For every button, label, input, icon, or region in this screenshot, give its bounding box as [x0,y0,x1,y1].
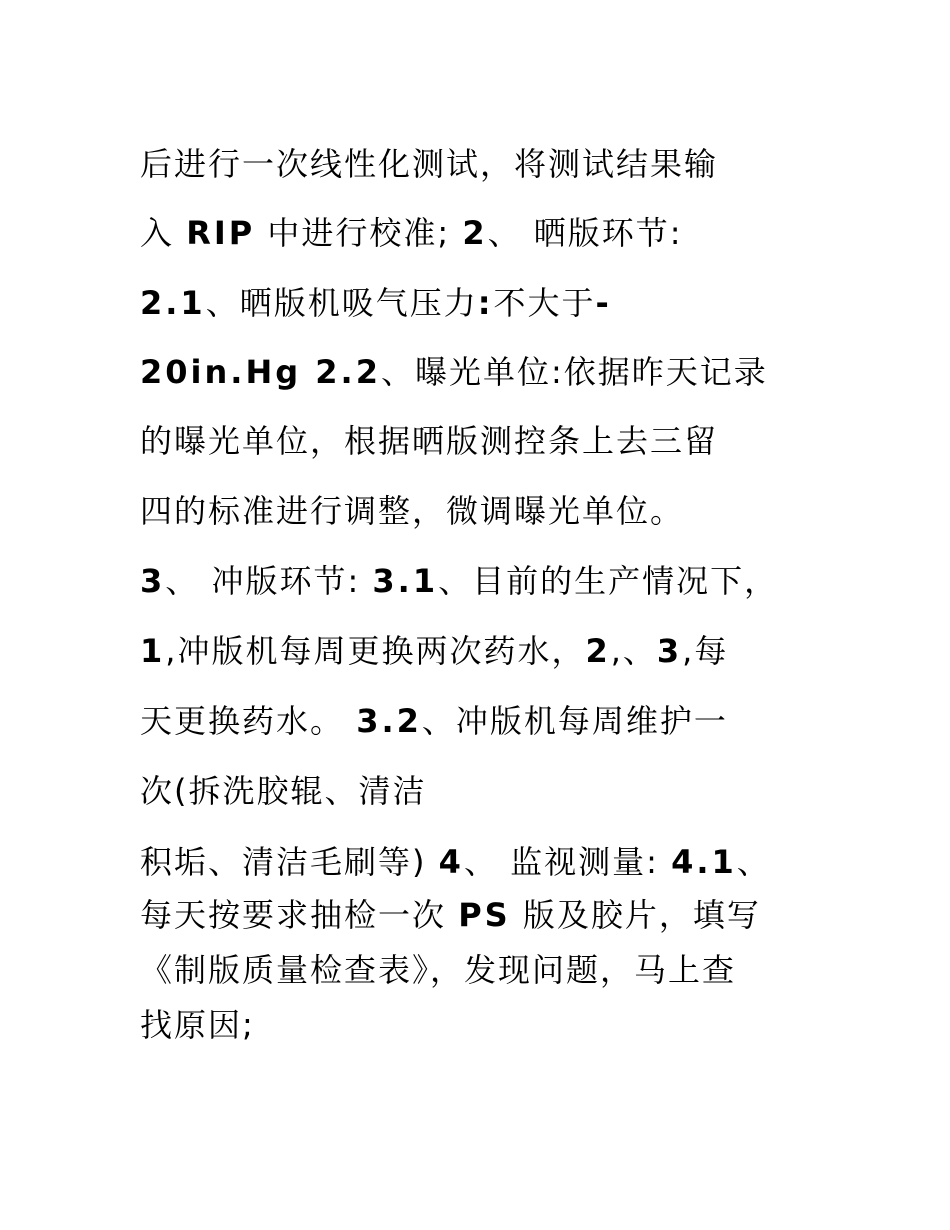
text-run: 、晒版机吸气压力 [205,284,478,322]
text-run: ,每 [682,632,729,670]
text-run: 积垢、清洁毛刷等) [140,843,439,881]
text-run: 找原因; [140,1006,255,1044]
text-line-14 [140,1005,840,1045]
bold-text-run: 2 [462,214,488,252]
bold-text-run: 20in.Hg 2.2 [140,353,381,391]
text-line-7 [140,561,840,601]
text-line-3 [140,283,840,323]
text-run: 后进行一次线性化测试，将测试结果输 [140,145,719,183]
text-run: 、 晒版环节: [487,214,683,252]
text-line-11 [140,842,840,882]
text-line-4 [140,352,840,392]
text-run: 次(拆洗胶辊、清洁 [140,772,427,810]
text-line-9 [140,701,840,741]
text-run: 、冲版机每周维护一 [421,702,728,740]
bold-text-run: 2 [585,632,611,670]
bold-text-run: 1 [140,632,166,670]
text-run: 、曝光单位:依据昨天记录 [380,353,768,391]
text-run: 每天按要求抽检一次 [140,896,459,934]
text-run: ,、 [610,632,657,670]
text-run: 《制版质量检查表》，发现问题，马上查 [140,951,737,989]
bold-text-run: 3 [140,562,166,600]
bold-text-run: PS [458,896,511,934]
text-run: 四的标准进行调整，微调曝光单位。 [140,492,685,530]
bold-text-run: 2.1 [140,284,206,322]
text-run: 中进行校准; [255,214,463,252]
text-line-10 [140,771,840,811]
text-run: 、 监视测量: [463,843,672,881]
bold-text-run: 3 [656,632,683,670]
bold-text-run: : [477,284,494,322]
text-run: 天更换药水。 [140,702,357,740]
bold-text-run: - [595,284,612,322]
text-line-5 [140,421,840,461]
text-run: 不大于 [493,284,596,322]
text-line-13 [140,950,840,990]
text-line-6 [140,491,840,531]
text-run: ,冲版机每周更换两次药水， [165,632,586,670]
bold-text-run: 4.1 [671,843,737,881]
text-run: 、 冲版环节: [165,562,373,600]
text-run: 版及胶片，填写 [510,896,761,934]
bold-text-run: 3.1 [372,562,439,600]
text-line-12 [140,895,840,935]
bold-text-run: 3.2 [356,702,422,740]
bold-text-run: RIP [186,214,256,252]
text-run: 入 [140,214,187,252]
bold-text-run: 4 [438,843,464,881]
text-line-2 [140,213,840,253]
text-run: 的曝光单位，根据晒版测控条上去三留 [140,422,719,460]
text-line-8 [140,631,840,671]
text-run: 、 [736,843,771,881]
text-line-1 [140,144,840,184]
text-run: 、目前的生产情况下， [438,562,779,600]
